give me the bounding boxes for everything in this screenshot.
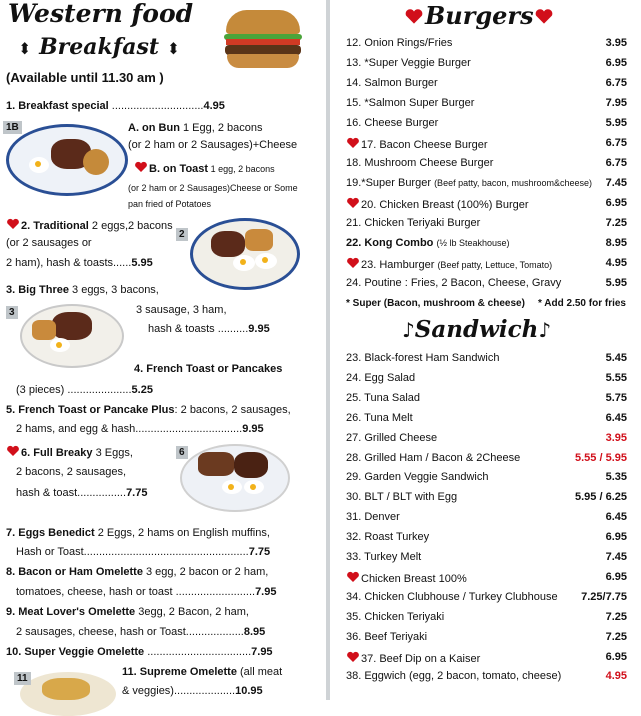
menu-row-text	[346, 137, 488, 151]
leader-dots: ..............................	[111, 100, 204, 112]
menu-item-10	[6, 646, 273, 659]
menu-row-text	[346, 97, 474, 109]
item-desc: 2 sausages, cheese, hash or Toast...................	[16, 626, 244, 638]
item-label: 29. Garden Veggie Sandwich	[346, 471, 489, 484]
item-label: 30. BLT / BLT with Egg	[346, 491, 458, 504]
item-label: 13. *Super Veggie Burger	[346, 57, 471, 69]
menu-row	[332, 511, 637, 525]
menu-row-text	[346, 491, 457, 503]
item-5-line2	[16, 423, 264, 436]
item-price: 7.25/7.75	[581, 590, 627, 603]
item-desc: 3 eggs, 3 bacons,	[68, 284, 159, 296]
item-desc: 1 Egg, 2 bacons	[179, 122, 263, 134]
pin-icon: ⬍	[18, 39, 32, 58]
item-label: 24. Egg Salad	[346, 371, 416, 384]
item-label: 23. Hamburger	[361, 259, 438, 271]
item-desc: 3 egg, 2 bacon or 2 ham,	[142, 566, 269, 578]
item-label: 32. Roast Turkey	[346, 531, 430, 544]
item-desc: (Beef patty, Lettuce, Tomato)	[437, 260, 553, 270]
burger-note-super: * Super (Bacon, mushroom & cheese)	[346, 298, 525, 309]
menu-row-text	[346, 352, 499, 364]
burgers-sandwich-column	[332, 0, 641, 700]
item-11-line2	[122, 685, 263, 698]
photo-big-three	[20, 304, 124, 368]
menu-row	[332, 372, 637, 386]
item-label: 38. Eggwich (egg, 2 bacon, tomato, cheese)	[346, 670, 562, 683]
menu-row	[332, 197, 637, 211]
menu-item-11	[122, 666, 282, 679]
menu-row-text	[346, 432, 437, 444]
burgers-label: Burgers	[425, 1, 534, 30]
item-price: 7.75	[248, 546, 271, 558]
menu-row-text	[346, 177, 592, 189]
item-price: 6.95	[605, 531, 627, 544]
item-label: 7. Eggs Benedict	[6, 527, 95, 539]
menu-row-text	[346, 471, 489, 483]
menu-row-text	[346, 511, 400, 523]
item-desc: Hash or Toast......................................................	[16, 546, 249, 558]
item-label: 23. Black-forest Ham Sandwich	[346, 352, 500, 364]
item-price: 7.25	[605, 217, 627, 229]
item-3-line3	[148, 323, 270, 336]
menu-row-text	[346, 372, 415, 384]
menu-row	[332, 670, 637, 684]
menu-item-3	[6, 284, 159, 297]
item-price: 7.25	[605, 630, 627, 643]
menu-row-text	[346, 611, 444, 623]
menu-row-text	[346, 77, 438, 89]
menu-row-text	[346, 197, 529, 211]
menu-title: Western food	[8, 0, 194, 28]
menu-row	[332, 277, 637, 291]
item-price: 5.95 / 6.25	[575, 491, 627, 504]
item-desc: hash & toasts ..........	[148, 323, 249, 335]
item-price: 5.55 / 5.95	[575, 451, 627, 464]
menu-row-text	[346, 651, 480, 665]
section-burgers-title	[404, 2, 555, 30]
item-label: 24. Poutine : Fries, 2 Bacon, Cheese, Gravy	[346, 277, 562, 289]
item-label: 19.*Super Burger	[346, 177, 435, 189]
item-price: 7.95	[251, 646, 273, 658]
item-price: 10.95	[235, 685, 263, 697]
item-8-line2	[16, 586, 276, 599]
menu-row-text	[346, 217, 480, 229]
photo-tag-6: 6	[176, 446, 188, 459]
item-label: 5. French Toast or Pancake Plus	[6, 404, 175, 416]
item-desc: (all meat	[236, 666, 283, 678]
menu-item-9	[6, 606, 249, 619]
photo-full-breaky	[180, 444, 290, 512]
heart-icon	[6, 218, 20, 230]
menu-row	[332, 257, 637, 271]
menu-row	[332, 217, 637, 231]
item-desc: 3 Eggs,	[92, 447, 133, 459]
heart-icon	[346, 651, 360, 663]
item-price: 6.75	[605, 157, 627, 169]
item-price: 8.95	[605, 237, 627, 249]
item-label: 20. Chicken Breast (100%) Burger	[361, 199, 529, 211]
item-label: 9. Meat Lover's Omelette	[6, 606, 136, 618]
menu-row	[332, 392, 637, 406]
heart-icon	[6, 445, 20, 457]
menu-item-4: 4. French Toast or Pancakes	[134, 363, 283, 375]
item-price: 5.95	[605, 117, 627, 129]
item-desc: (½ lb Steakhouse)	[436, 238, 510, 248]
breakfast-label: Breakfast	[39, 34, 160, 60]
item-price: 6.75	[605, 137, 627, 149]
photo-breakfast-special	[6, 124, 128, 196]
item-label: 35. Chicken Teriyaki	[346, 610, 445, 623]
menu-row-text	[346, 571, 467, 585]
item-4-line2	[16, 384, 153, 397]
item-label: A. on Bun	[128, 122, 180, 134]
item-label: 31. Denver	[346, 511, 400, 524]
menu-row	[332, 491, 637, 505]
item-label: 25. Tuna Salad	[346, 391, 421, 404]
photo-tag-2: 2	[176, 228, 188, 241]
sandwich-label: Sandwich	[414, 316, 539, 343]
item-price: 5.25	[131, 384, 153, 396]
heart-icon	[404, 8, 424, 25]
menu-item-1a	[128, 122, 263, 135]
item-price: 9.95	[242, 423, 264, 435]
item-price: 7.25	[605, 610, 627, 623]
item-price: 7.45	[605, 551, 627, 563]
item-price: 6.95	[605, 650, 627, 663]
item-price: 5.95	[131, 257, 153, 269]
item-label: 36. Beef Teriyaki	[346, 630, 428, 643]
menu-row	[332, 591, 637, 605]
menu-row	[332, 651, 637, 665]
burger-note-fries: * Add 2.50 for fries	[538, 298, 626, 309]
menu-row-text	[346, 37, 452, 49]
breakfast-column	[0, 0, 324, 700]
menu-row	[332, 37, 637, 51]
item-price: 5.75	[605, 391, 627, 404]
item-price: 3.95	[605, 37, 627, 49]
menu-row	[332, 157, 637, 171]
menu-row	[332, 531, 637, 545]
item-label: 16. Cheese Burger	[346, 117, 439, 129]
item-2-line3	[6, 257, 153, 270]
item-1b-line2: (or 2 ham or 2 Sausages)Cheese or Some	[128, 183, 298, 193]
item-price: 3.95	[605, 431, 627, 444]
menu-row-text	[346, 277, 561, 289]
item-label: Chicken Breast 100%	[361, 572, 467, 585]
item-label: 6. Full Breaky	[21, 447, 93, 459]
menu-row	[332, 631, 637, 645]
music-note-icon: ♪	[538, 318, 552, 342]
item-desc: (3 pieces) .....................	[16, 384, 132, 396]
item-label: 18. Mushroom Cheese Burger	[346, 157, 494, 169]
photo-tag-1b: 1B	[3, 121, 22, 134]
menu-row	[332, 452, 637, 466]
photo-supreme-omelette	[20, 672, 116, 716]
item-price: 9.95	[248, 323, 270, 335]
column-divider	[326, 0, 330, 700]
menu-row	[332, 412, 637, 426]
item-label: 26. Tuna Melt	[346, 411, 413, 424]
item-price: 7.95	[605, 97, 627, 109]
item-price: 5.35	[605, 471, 627, 484]
item-label: 10. Super Veggie Omelette	[6, 646, 145, 658]
menu-row-text	[346, 57, 471, 69]
menu-row	[332, 352, 637, 366]
item-price: 4.95	[605, 257, 627, 269]
menu-row-text	[346, 452, 520, 464]
item-label: 12. Onion Rings/Fries	[346, 37, 453, 49]
item-1a-line2: (or 2 ham or 2 Sausages)+Cheese	[128, 139, 298, 151]
section-sandwich-title	[402, 316, 551, 344]
leader-dots: ..................................	[144, 646, 252, 658]
menu-row-text	[346, 392, 420, 404]
photo-tag-3: 3	[6, 306, 18, 319]
item-price: 4.95	[203, 100, 225, 112]
photo-traditional	[190, 218, 300, 290]
menu-item-5	[6, 404, 291, 417]
menu-item-7	[6, 527, 270, 540]
item-label: 2. Traditional	[21, 220, 89, 232]
item-price: 6.75	[605, 77, 627, 89]
menu-row	[332, 137, 637, 151]
menu-row	[332, 571, 637, 585]
item-label: 8. Bacon or Ham Omelette	[6, 566, 143, 578]
item-label: B. on Toast	[149, 163, 209, 175]
item-desc: 2 eggs,2 bacons	[88, 220, 173, 232]
heart-icon	[134, 161, 148, 173]
menu-row	[332, 237, 637, 251]
menu-row	[332, 551, 637, 565]
music-note-icon: ♪	[402, 318, 415, 342]
pin-icon: ⬍	[166, 39, 181, 58]
menu-row-text	[346, 412, 413, 424]
item-label: 17. Bacon Cheese Burger	[361, 139, 488, 151]
section-breakfast-title	[18, 34, 180, 62]
item-desc: 3egg, 2 Bacon, 2 ham,	[135, 606, 249, 618]
item-label: 21. Chicken Teriyaki Burger	[346, 217, 481, 229]
item-desc: & veggies)....................	[122, 685, 236, 697]
item-label: 3. Big Three	[6, 284, 69, 296]
item-2-line2: (or 2 sausages or	[6, 237, 92, 249]
heart-icon	[346, 137, 360, 149]
item-label: 27. Grilled Cheese	[346, 431, 438, 444]
menu-row	[332, 611, 637, 625]
item-price: 7.75	[126, 487, 148, 499]
item-desc: hash & toast................	[16, 487, 127, 499]
item-price: 7.45	[605, 177, 627, 189]
item-price: 8.95	[243, 626, 266, 638]
item-label: 34. Chicken Clubhouse / Turkey Clubhouse	[346, 590, 558, 603]
menu-item-2	[6, 218, 173, 233]
menu-row	[332, 57, 637, 71]
item-label: 28. Grilled Ham / Bacon & 2Cheese	[346, 451, 521, 464]
menu-row-text	[346, 551, 421, 563]
item-price: 5.55	[605, 371, 627, 384]
menu-item-1	[6, 100, 225, 113]
item-desc: 2 hams, and egg & hash...................................	[16, 423, 243, 435]
item-desc: 2 ham), hash & toasts......	[6, 257, 132, 269]
availability-note: (Available until 11.30 am )	[6, 70, 164, 85]
menu-item-1b	[134, 161, 275, 176]
menu-row-text	[346, 237, 510, 249]
item-desc: : 2 bacons, 2 sausages,	[174, 404, 291, 416]
item-price: 5.95	[605, 277, 627, 289]
item-label: 15. *Salmon Super Burger	[346, 97, 475, 109]
item-9-line2	[16, 626, 265, 639]
menu-row-text	[346, 670, 561, 682]
item-price: 6.95	[605, 197, 627, 209]
item-label: 11. Supreme Omelette	[122, 666, 237, 678]
item-price: 5.45	[605, 352, 627, 364]
menu-row-text	[346, 631, 427, 643]
item-desc: 1 egg, 2 bacons	[208, 164, 275, 174]
photo-tag-11: 11	[14, 672, 31, 685]
burger-image	[222, 8, 304, 74]
menu-item-6	[6, 445, 133, 460]
menu-row	[332, 117, 637, 131]
item-desc: 2 Eggs, 2 hams on English muffins,	[94, 527, 270, 539]
item-label: 37. Beef Dip on a Kaiser	[361, 652, 481, 665]
menu-item-8	[6, 566, 268, 579]
item-label: 33. Turkey Melt	[346, 551, 422, 563]
item-price: 6.45	[605, 411, 627, 424]
item-label: 14. Salmon Burger	[346, 77, 438, 89]
item-label: 22. Kong Combo	[346, 237, 437, 249]
menu-row-text	[346, 531, 429, 543]
item-label: 1. Breakfast special	[6, 100, 112, 112]
item-price: 6.45	[605, 511, 627, 524]
menu-row-text	[346, 117, 438, 129]
menu-row-text	[346, 591, 558, 603]
heart-icon	[346, 197, 360, 209]
item-desc: tomatoes, cheese, hash or toast ..........................	[16, 586, 256, 598]
item-1b-line3: pan fried of Potatoes	[128, 199, 212, 209]
item-price: 4.95	[605, 670, 627, 683]
menu-row-text	[346, 257, 552, 271]
menu-row	[332, 97, 637, 111]
item-price: 6.95	[605, 570, 627, 583]
heart-icon	[346, 571, 360, 583]
item-desc: (Beef patty, bacon, mushroom&cheese)	[434, 178, 592, 188]
item-3-line2: 3 sausage, 3 ham,	[136, 304, 227, 316]
menu-row	[332, 77, 637, 91]
heart-icon	[346, 257, 360, 269]
item-6-line3	[16, 487, 147, 500]
item-price: 6.95	[605, 57, 627, 69]
item-7-line2	[16, 546, 270, 559]
menu-row	[332, 471, 637, 485]
menu-row-text	[346, 157, 493, 169]
item-6-line2: 2 bacons, 2 sausages,	[16, 466, 127, 478]
menu-row	[332, 177, 637, 191]
menu-row	[332, 432, 637, 446]
heart-icon	[534, 8, 554, 25]
item-price: 7.95	[255, 586, 277, 598]
